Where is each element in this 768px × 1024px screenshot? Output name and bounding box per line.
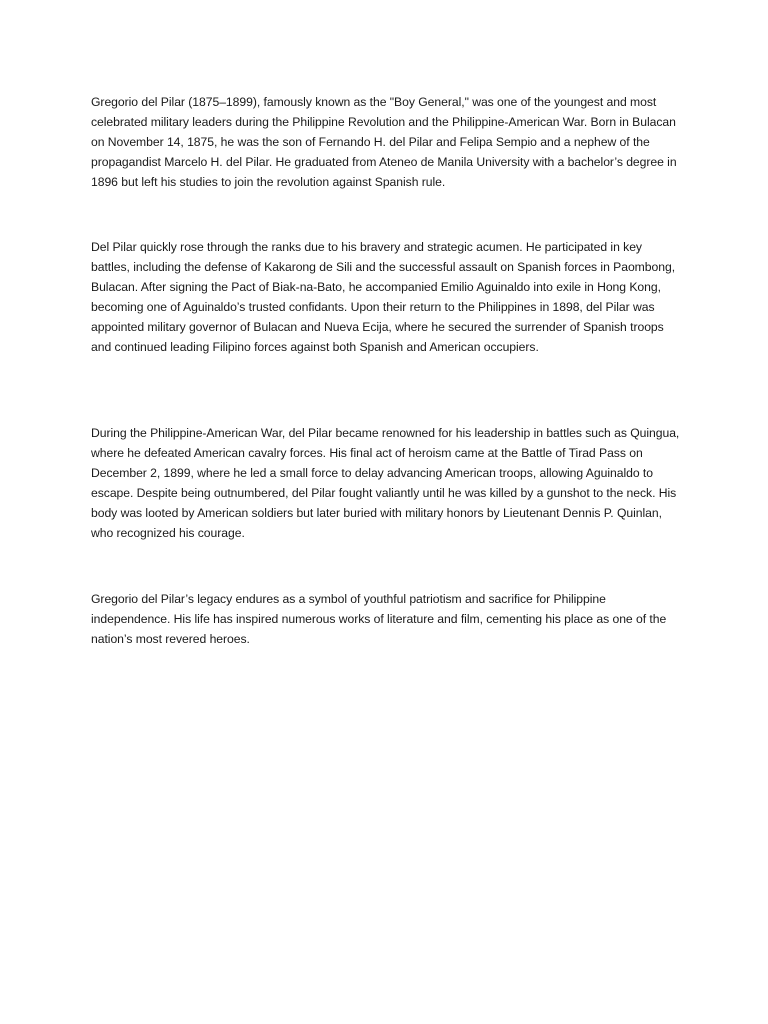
paragraph-philippine-american-war: During the Philippine-American War, del Pilar became renowned for his leadership in battles such as Quingua, where he defeated American cavalry forces. His final act of heroism came at the Battle of Tirad Pass on December 2, 1899, where he led a small force to delay advancing American troops, allowing Aguinaldo to escape. Despite being outnumbered, del Pilar fought valiantly until he was killed by a gunshot to the neck. His body was looted by American soldiers but later buried with military honors by Lieutenant Dennis P. Quinlan, who recognized his courage. — [91, 426, 680, 540]
paragraph-early-life: Gregorio del Pilar (1875–1899), famously known as the "Boy General," was one of the youngest and most celebrated military leaders during the Philippine Revolution and the Philippine-American War. Born in Bulacan on November 14, 1875, he was the son of Fernando H. del Pilar and Felipa Sempio and a nephew of the propagandist Marcelo H. del Pilar. He graduated from Ateneo de Manila University with a bachelor’s degree in 1896 but left his studies to join the revolution against Spanish rule. — [91, 95, 677, 189]
paragraph-rise-through-ranks: Del Pilar quickly rose through the ranks due to his bravery and strategic acumen. He participated in key battles, including the defense of Kakarong de Sili and the successful assault on Spanish forces in Paombong, Bulacan. After signing the Pact of Biak-na-Bato, he accompanied Emilio Aguinaldo into exile in Hong Kong, becoming one of Aguinaldo’s trusted confidants. Upon their return to the Philippines in 1898, del Pilar was appointed military governor of Bulacan and Nueva Ecija, where he secured the surrender of Spanish troops and continued leading Filipino forces against both Spanish and American occupiers. — [91, 240, 676, 354]
paragraph-legacy: Gregorio del Pilar’s legacy endures as a symbol of youthful patriotism and sacrifice for Philippine independence. His life has inspired numerous works of literature and film, cementing his place as one of the nation’s most revered heroes. — [91, 592, 667, 646]
